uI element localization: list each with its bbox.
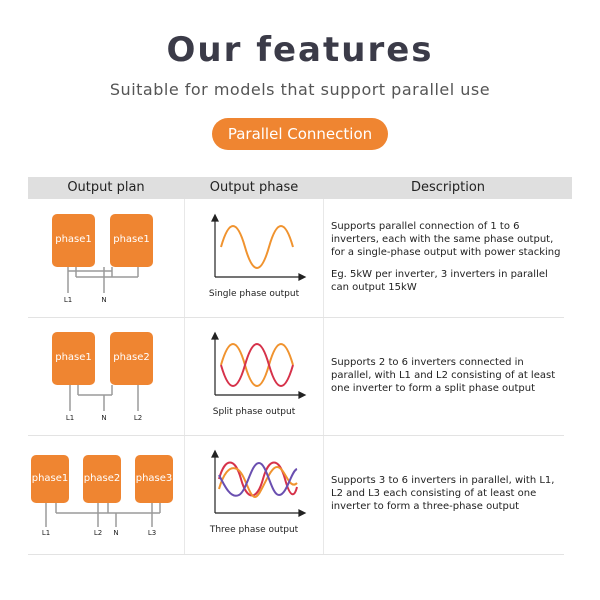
three-phase-wave-chart <box>185 435 323 553</box>
inverter-label: phase2 <box>113 352 150 363</box>
table-header <box>28 177 572 199</box>
terminal-label: L2 <box>133 414 143 422</box>
page-title: Our features <box>166 30 434 70</box>
wiring <box>70 385 138 411</box>
terminal-label: L3 <box>147 529 157 537</box>
terminal-label: L2 <box>93 529 103 537</box>
terminal-label: L1 <box>65 414 75 422</box>
split-phase-wiring-diagram <box>28 317 184 435</box>
wave-line <box>221 226 293 268</box>
inverter-label: phase1 <box>113 234 150 245</box>
header-output-phase: Output phase <box>209 180 299 195</box>
wave-caption: Split phase output <box>212 407 296 417</box>
description-row-3 <box>331 474 567 522</box>
description-text: Eg. 5kW per inverter, 3 inverters in parallel can output 15kW <box>331 269 548 293</box>
page-subtitle: Suitable for models that support parallel use <box>109 80 491 99</box>
split-phase-wave-chart <box>185 317 323 435</box>
parallel-connection-button[interactable]: Parallel Connection <box>212 118 388 150</box>
description-row-1 <box>331 220 567 303</box>
inverter-label: phase2 <box>83 473 121 484</box>
wave-line <box>221 344 293 386</box>
single-phase-wave-chart <box>185 199 323 317</box>
header-output-plan: Output plan <box>67 180 145 195</box>
three-phase-wiring-diagram <box>28 435 184 553</box>
terminal-label: N <box>101 414 107 422</box>
terminal-label: L1 <box>41 529 51 537</box>
header-description: Description <box>410 180 486 195</box>
inverter-label: phase1 <box>55 234 92 245</box>
column-divider <box>323 199 324 554</box>
wave-line <box>221 344 293 386</box>
axes <box>212 215 305 280</box>
wiring <box>46 503 160 527</box>
row-divider <box>28 554 564 555</box>
wave-caption: Three phase output <box>209 525 299 535</box>
terminal-label: L1 <box>63 296 73 304</box>
inverter-label: phase1 <box>55 352 92 363</box>
description-row-2 <box>331 356 567 404</box>
wave-caption: Single phase output <box>208 289 300 299</box>
inverter-label: phase3 <box>135 473 173 484</box>
axes <box>212 333 305 398</box>
single-phase-wiring-diagram <box>28 199 184 317</box>
inverter-label: phase1 <box>31 473 69 484</box>
wiring <box>68 267 138 293</box>
description-text: Supports 3 to 6 inverters in parallel, with L1, L2 and L3 each consisting of at least one inverter to form a three-phase output <box>331 475 555 512</box>
description-text: Supports parallel connection of 1 to 6 inverters, each with the same phase output, for a single-phase output with power stacking <box>331 221 561 258</box>
terminal-label: N <box>113 529 119 537</box>
terminal-label: N <box>101 296 107 304</box>
description-text: Supports 2 to 6 inverters connected in parallel, with L1 and L2 consisting of at least one inverter to form a split phase output <box>331 357 556 394</box>
